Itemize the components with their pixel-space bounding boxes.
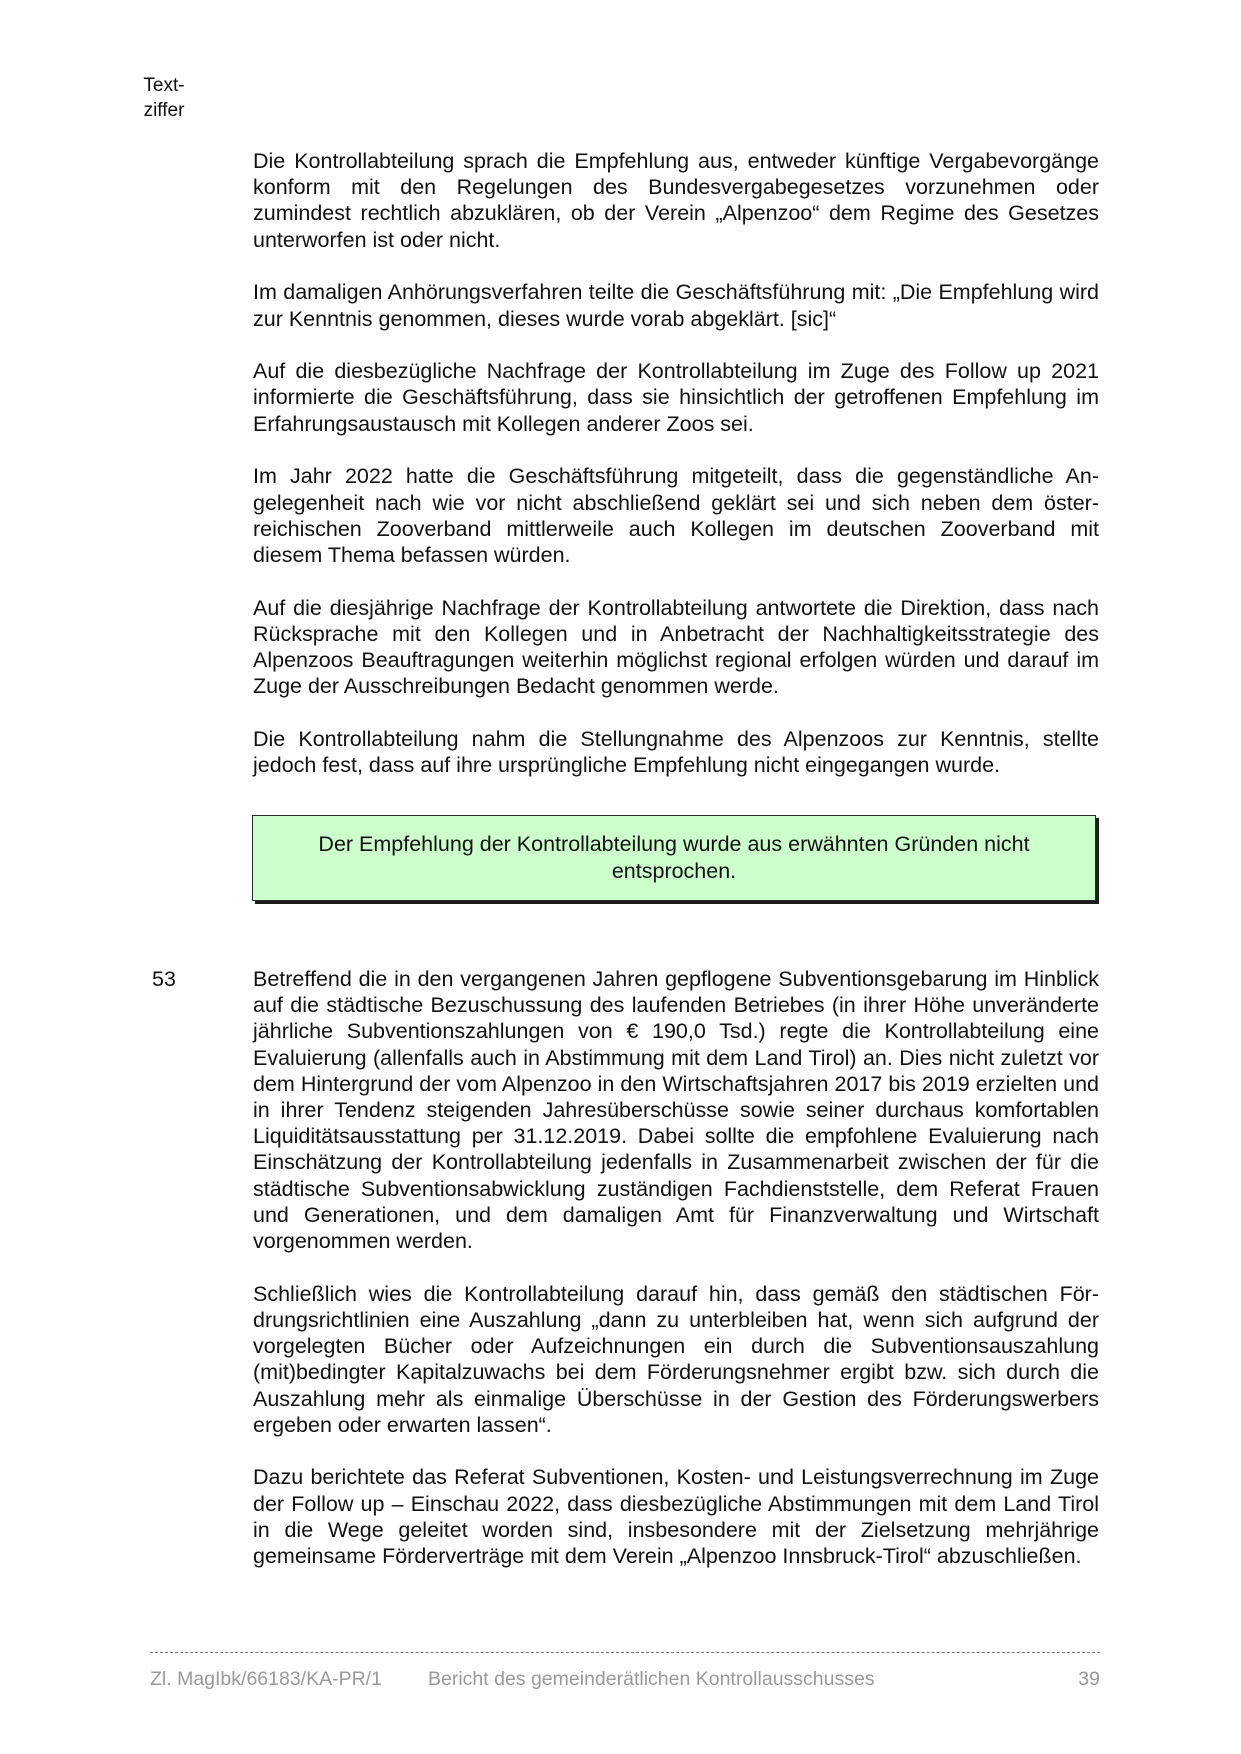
margin-label-line-2: ziffer [143, 100, 185, 121]
section-number: 53 [152, 967, 176, 991]
paragraph: Im Jahr 2022 hatte die Geschäftsführung mitgeteilt, dass die gegenständliche Angelegenheit nach wie vor nicht abschließend geklärt sei und sich neben dem österreichischen Zooverband mittlerweile auch Kollegen im deutschen Zooverband mit diesem Thema befassen würden. [253, 464, 1099, 567]
paragraph: Auf die diesjährige Nachfrage der Kontrollabteilung antwortete die Direktion, dass nach Rücksprache mit den Kollegen und in Anbetracht der Nachhaltigkeitsstrategie des Alpenzoos Beauftragungen weiterhin möglichst regional erfolgen würden und darauf im Zuge der Ausschreibungen Bedacht genommen werde. [253, 595, 1099, 699]
footer-title: Bericht des gemeinderätlichen Kontrollausschusses [428, 1668, 875, 1690]
paragraph: Die Kontrollabteilung sprach die Empfehlung aus, entweder künftige Vergabevorgänge konform mit den Regelungen des Bundesvergabegesetzes vorzunehmen oder zumindest rechtlich abzuklären, ob der Verein „Alpenzoo“ dem Regime des Gesetzes unterworfen ist oder nicht. [253, 149, 1099, 252]
footer-divider [150, 1652, 1100, 1653]
recommendation-status-box [252, 815, 1096, 901]
margin-label-textziffer [139, 73, 189, 123]
footer-reference: Zl. MagIbk/66183/KA-PR/1 [150, 1668, 382, 1690]
page-footer [150, 1668, 1100, 1691]
margin-label-line-1: Text- [143, 75, 185, 96]
paragraph: Dazu berichtete das Referat Subventionen, Kosten- und Leistungsverrechnung im Zuge der Follow up – Einschau 2022, dass diesbezügliche Abstimmungen mit dem Land Tirol in die Wege geleitet worden sind, insbesondere mit der Zielsetzung mehrjährige gemeinsame Förderverträge mit dem Verein „Alpenzoo Innsbruck-Tirol“ abzuschließen. [253, 1465, 1099, 1569]
recommendation-status-text: Der Empfehlung der Kontrollabteilung wurde aus erwähnten Gründen nicht entsprochen. [318, 832, 1030, 883]
paragraph: Schließlich wies die Kontrollabteilung darauf hin, dass gemäß den städtischen Fördrungsrichtlinien eine Auszahlung „dann zu unterbleiben hat, wenn sich aufgrund der vorgelegten Bücher oder Aufzeichnungen ein durch die Subventionsauszahlung (mit)bedingter Kapitalzuwachs bei dem Förderungsnehmer ergibt bzw. sich durch die Auszahlung mehr als einmalige Überschüsse in der Gestion des Förderungswerbers ergeben oder erwarten lassen“. [253, 1281, 1099, 1437]
paragraph: Betreffend die in den vergangenen Jahren gepflogene Subventionsgebarung im Hinblick auf die städtische Bezuschussung des laufenden Betriebes (in ihrer Höhe unveränderte jährliche Subventionszahlungen von € 190,0 Tsd.) regte die Kontrollabteilung eine Evaluierung (allenfalls auch in Abstimmung mit dem Land Tirol) an. Dies nicht zuletzt vor dem Hintergrund der vom Alpenzoo in den Wirtschaftsjahren 2017 bis 2019 erzielten und in ihrer Tendenz steigenden Jahresüberschüsse sowie seiner durchaus komfortablen Liquiditätsausstattung per 31.12.2019. Dabei sollte die empfohlene Evaluierung nach Einschätzung der Kontrollabteilung jedenfalls in Zusammenarbeit zwischen der für die städtische Subventionsabwicklung zuständigen Fachdienststelle, dem Referat Frauen und Generationen, und dem damaligen Amt für Finanzverwaltung und Wirtschaft vorgenommen werden. [253, 967, 1099, 1254]
section-b-body [253, 966, 1099, 1596]
paragraph: Die Kontrollabteilung nahm die Stellungnahme des Alpenzoos zur Kenntnis, stellte jedoch fest, dass auf ihre ursprüngliche Empfehlung nicht eingegangen wurde. [253, 726, 1099, 778]
page-number: 39 [1078, 1668, 1100, 1690]
paragraph: Auf die diesbezügliche Nachfrage der Kontrollabteilung im Zuge des Follow up 2021 informierte die Geschäftsführung, dass sie hinsichtlich der getroffenen Empfehlung im Erfahrungsaustausch mit Kollegen anderer Zoos sei. [253, 359, 1099, 436]
paragraph: Im damaligen Anhörungsverfahren teilte die Geschäftsführung mit: „Die Empfehlung wird zur Kenntnis genommen, dieses wurde vorab abgeklärt. [sic]“ [253, 280, 1099, 331]
section-a-body [253, 148, 1099, 805]
